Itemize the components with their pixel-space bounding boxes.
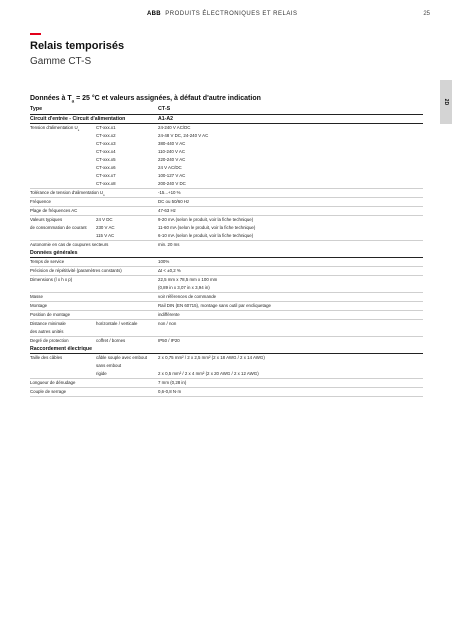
table-row — [30, 302, 423, 311]
section-row-input — [30, 115, 423, 124]
mounting-value: Rail DIN (EN 60715), montage sans outil par encliquetage — [158, 302, 423, 311]
tolerance-label: Tolérance de tension d'alimentation $U_s$ — [30, 189, 158, 198]
variant: CT-xxx.x5 — [96, 157, 116, 162]
frequency-range-value: 47-63 Hz — [158, 207, 423, 216]
section-row-connection — [30, 345, 423, 354]
table-row — [30, 258, 423, 267]
variant: CT-xxx.x1 — [96, 125, 116, 130]
page-header — [147, 11, 298, 17]
torque-value: 0,6-0,8 N·m — [158, 388, 423, 397]
consumption-label-cont: de consommation de courant — [30, 225, 87, 230]
min-distance-label-cont: des autres unités — [30, 328, 96, 337]
power-failure-label: Autonomie en cas de coupures secteurs — [30, 242, 109, 247]
mounting-label: Montage — [30, 302, 158, 311]
input-section-value: A1-A2 — [158, 115, 423, 124]
table-row — [30, 224, 423, 232]
consumption-voltage: 24 V DC — [96, 217, 113, 222]
page-title: Relais temporisés — [30, 40, 125, 52]
wire-type: sans embout — [96, 363, 122, 368]
table-row — [30, 198, 423, 207]
repeat-accuracy-label: Précision de répétitivité (paramètres constants) — [30, 267, 158, 276]
weight-value: voir références de commande — [158, 293, 423, 302]
variant: CT-xxx.x2 — [96, 133, 116, 138]
torque-label: Couple de serrage — [30, 388, 158, 397]
frequency-label: Fréquence — [30, 198, 158, 207]
variant: CT-xxx.x7 — [96, 173, 116, 178]
duty-time-label: Temps de service — [30, 258, 158, 267]
general-section-label: Données générales — [30, 249, 423, 258]
connection-section-label: Raccordement électrique — [30, 345, 423, 354]
header-subtitle: PRODUITS ÉLECTRONIQUES ET RELAIS — [165, 11, 298, 17]
min-distance-label: Distance minimale — [30, 321, 66, 326]
stripping-length-value: 7 mm (0,28 in) — [158, 379, 423, 388]
section-title-end: = 25 °C et valeurs assignées, à défaut d'autre indication — [74, 95, 261, 102]
table-row — [30, 241, 423, 250]
frequency-range-label: Plage de fréquences AC — [30, 207, 158, 216]
type-header: Type — [30, 105, 158, 115]
table-row — [30, 276, 423, 285]
table-row — [30, 156, 423, 164]
table-row — [30, 232, 423, 241]
section-title — [30, 95, 261, 103]
table-row — [30, 370, 423, 379]
variant: CT-xxx.x6 — [96, 165, 116, 170]
power-failure-value: min. 20 ms — [158, 242, 180, 247]
table-row — [30, 354, 423, 363]
mounting-position-value: indifférente — [158, 311, 423, 320]
dimensions-value-inches: (0,89 in x 3,07 in x 3,94 in) — [158, 284, 423, 293]
protection-housing: coffret / bornes — [96, 338, 126, 343]
consumption-voltage: 115 V AC — [96, 232, 158, 241]
section-row-general — [30, 249, 423, 258]
consumption-value: 11-60 mA (selon le produit, voir la fiche technique) — [158, 225, 256, 230]
page-number: 25 — [423, 11, 430, 17]
wire-type: câble souple avec embout — [96, 355, 148, 360]
table-row — [30, 124, 423, 133]
table-row — [30, 284, 423, 293]
value: 380-440 V AC — [158, 141, 186, 146]
consumption-label: Valeurs typiques — [30, 217, 63, 222]
chapter-tab — [440, 80, 452, 124]
duty-time-value: 100% — [158, 258, 423, 267]
dimensions-label: Dimensions (l x h x p) — [30, 277, 73, 282]
table-row — [30, 180, 423, 189]
wire-value: 2 x 0,5 mm² / 2 x 4 mm² (2 x 20 AWG / 2 x 12 AWG) — [158, 370, 423, 379]
dimensions-value: 22,5 mm x 78,5 mm x 100 mm — [158, 277, 218, 282]
min-distance-orientation: horizontale / verticale — [96, 321, 138, 326]
table-row — [30, 216, 423, 225]
weight-label: Masse — [30, 293, 158, 302]
value: 24-48 V DC, 24-240 V AC — [158, 133, 209, 138]
value: 24 V AC/DC — [158, 165, 182, 170]
product-header: CT-S — [158, 105, 423, 115]
table-row — [30, 207, 423, 216]
table-row — [30, 164, 423, 172]
table-row — [30, 267, 423, 276]
table-row — [30, 132, 423, 140]
frequency-value: DC ou 50/60 Hz — [158, 198, 423, 207]
consumption-value: 6-10 mA (selon le produit, voir la fiche technique) — [158, 232, 423, 241]
page-subtitle: Gamme CT-S — [30, 56, 92, 67]
table-row — [30, 379, 423, 388]
variant: CT-xxx.x8 — [96, 180, 158, 189]
value: 110-240 V AC — [158, 149, 186, 154]
table-row — [30, 148, 423, 156]
wire-size-label: Taille des câbles — [30, 355, 63, 360]
protection-value: IP50 / IP20 — [158, 338, 180, 343]
repeat-accuracy-value: Δt < ±0,2 % — [158, 267, 423, 276]
table-row — [30, 140, 423, 148]
table-row — [30, 172, 423, 180]
table-row — [30, 362, 423, 370]
section-title-start: Données à T — [30, 95, 72, 102]
table-row — [30, 320, 423, 329]
table-row — [30, 293, 423, 302]
value: 200-240 V DC — [158, 180, 423, 189]
table-row — [30, 337, 423, 346]
mounting-position-label: Position de montage — [30, 311, 158, 320]
variant: CT-xxx.x4 — [96, 149, 116, 154]
abb-logo: ABB — [147, 11, 161, 17]
tolerance-value: -15...+10 % — [158, 189, 423, 198]
table-row — [30, 388, 423, 397]
consumption-voltage: 230 V AC — [96, 225, 115, 230]
value: 100-127 V AC — [158, 173, 186, 178]
value: 24-240 V AC/DC — [158, 125, 191, 130]
section-title-subscript: a — [71, 98, 75, 104]
consumption-value: 9-20 mA (selon le produit, voir la fiche technique) — [158, 217, 254, 222]
wire-value: 2 x 0,75 mm² / 2 x 2,5 mm² (2 x 18 AWG / 2 x 14 AWG) — [158, 355, 265, 360]
protection-label: Degré de protection — [30, 338, 69, 343]
input-section-label: Circuit d'entrée - Circuit d'alimentation — [30, 115, 158, 124]
table-header-row — [30, 105, 423, 115]
red-accent-bar — [30, 33, 41, 35]
wire-type: rigide — [96, 370, 158, 379]
value: 220-240 V AC — [158, 157, 186, 162]
table-row — [30, 189, 423, 198]
stripping-length-label: Longueur de dénudage — [30, 379, 158, 388]
chapter-tab-label: 2D — [443, 98, 449, 106]
supply-voltage-label: Tension d'alimentation $U_s$ — [30, 125, 80, 132]
min-distance-value: non / non — [158, 321, 177, 326]
spec-table — [30, 105, 423, 397]
variant: CT-xxx.x3 — [96, 141, 116, 146]
table-row — [30, 311, 423, 320]
wire-value — [158, 362, 423, 370]
table-row — [30, 328, 423, 337]
